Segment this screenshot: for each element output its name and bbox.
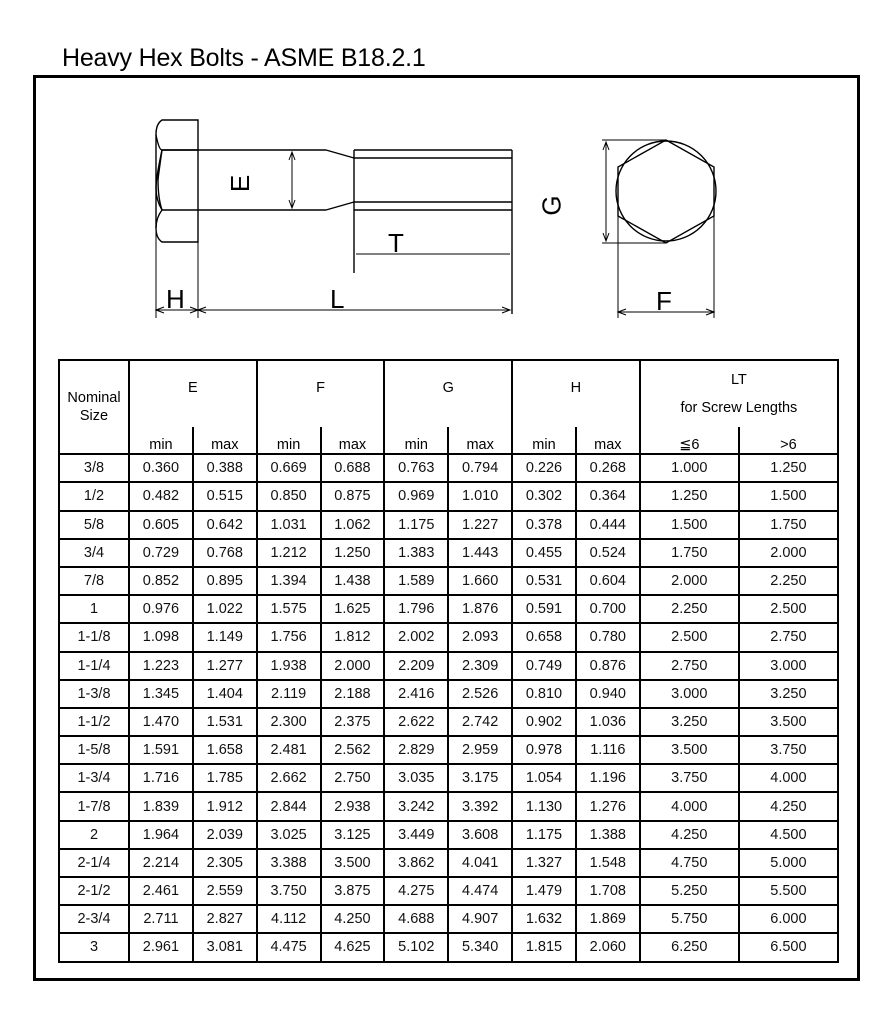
value-cell: 1.500 <box>739 482 838 510</box>
value-cell: 1.394 <box>257 567 321 595</box>
value-cell: 2.000 <box>739 539 838 567</box>
value-cell: 1.010 <box>448 482 512 510</box>
label-E: E <box>225 174 256 193</box>
value-cell: 2.300 <box>257 708 321 736</box>
value-cell: 2.214 <box>129 849 193 877</box>
value-cell: 1.227 <box>448 511 512 539</box>
value-cell: 0.388 <box>193 454 257 482</box>
value-cell: 1.054 <box>512 764 576 792</box>
value-cell: 3.242 <box>384 792 448 820</box>
value-cell: 1.388 <box>576 821 640 849</box>
value-cell: 0.605 <box>129 511 193 539</box>
value-cell: 4.250 <box>739 792 838 820</box>
value-cell: 1.443 <box>448 539 512 567</box>
value-cell: 0.976 <box>129 595 193 623</box>
value-cell: 1.277 <box>193 652 257 680</box>
header-group-LT <box>640 360 838 427</box>
value-cell: 0.794 <box>448 454 512 482</box>
nominal-size-cell: 2 <box>59 821 129 849</box>
header-E-min: min <box>129 427 193 454</box>
value-cell: 1.036 <box>576 708 640 736</box>
value-cell: 0.268 <box>576 454 640 482</box>
value-cell: 0.940 <box>576 680 640 708</box>
value-cell: 3.500 <box>739 708 838 736</box>
value-cell: 2.481 <box>257 736 321 764</box>
value-cell: 0.360 <box>129 454 193 482</box>
value-cell: 1.031 <box>257 511 321 539</box>
nominal-size-cell: 1/2 <box>59 482 129 510</box>
value-cell: 2.093 <box>448 623 512 651</box>
value-cell: 3.125 <box>321 821 385 849</box>
value-cell: 1.022 <box>193 595 257 623</box>
table-row <box>59 764 838 792</box>
header-E-max: max <box>193 427 257 454</box>
value-cell: 1.500 <box>640 511 739 539</box>
header-G-min: min <box>384 427 448 454</box>
value-cell: 0.895 <box>193 567 257 595</box>
header-F-min: min <box>257 427 321 454</box>
nominal-size-cell: 1-5/8 <box>59 736 129 764</box>
nominal-size-cell: 1-1/2 <box>59 708 129 736</box>
value-cell: 2.938 <box>321 792 385 820</box>
label-L: L <box>330 284 345 314</box>
value-cell: 2.662 <box>257 764 321 792</box>
value-cell: 2.461 <box>129 877 193 905</box>
table-row <box>59 736 838 764</box>
value-cell: 3.388 <box>257 849 321 877</box>
header-group-E: E <box>129 360 257 427</box>
nominal-size-cell: 1-1/4 <box>59 652 129 680</box>
value-cell: 2.209 <box>384 652 448 680</box>
drawing-frame <box>33 75 860 981</box>
header-group-F: F <box>257 360 385 427</box>
value-cell: 2.827 <box>193 905 257 933</box>
value-cell: 2.829 <box>384 736 448 764</box>
value-cell: 0.875 <box>321 482 385 510</box>
value-cell: 4.500 <box>739 821 838 849</box>
nominal-size-cell: 1-7/8 <box>59 792 129 820</box>
value-cell: 2.416 <box>384 680 448 708</box>
nominal-size-cell: 2-1/2 <box>59 877 129 905</box>
header-group-G: G <box>384 360 512 427</box>
nominal-size-cell: 5/8 <box>59 511 129 539</box>
value-cell: 5.102 <box>384 933 448 961</box>
table-row <box>59 877 838 905</box>
header-G-max: max <box>448 427 512 454</box>
value-cell: 1.000 <box>640 454 739 482</box>
table-row <box>59 482 838 510</box>
value-cell: 1.470 <box>129 708 193 736</box>
value-cell: 0.768 <box>193 539 257 567</box>
value-cell: 1.575 <box>257 595 321 623</box>
value-cell: 1.531 <box>193 708 257 736</box>
value-cell: 2.375 <box>321 708 385 736</box>
value-cell: 1.589 <box>384 567 448 595</box>
bolt-drawing <box>36 78 857 358</box>
value-cell: 3.500 <box>321 849 385 877</box>
nominal-size-cell: 1 <box>59 595 129 623</box>
value-cell: 0.902 <box>512 708 576 736</box>
value-cell: 1.250 <box>739 454 838 482</box>
table-row <box>59 652 838 680</box>
table-row <box>59 595 838 623</box>
value-cell: 1.212 <box>257 539 321 567</box>
table-row <box>59 849 838 877</box>
nominal-size-cell: 3/8 <box>59 454 129 482</box>
label-G: G <box>536 195 567 216</box>
value-cell: 2.622 <box>384 708 448 736</box>
value-cell: 0.729 <box>129 539 193 567</box>
value-cell: 1.625 <box>321 595 385 623</box>
value-cell: 0.531 <box>512 567 576 595</box>
value-cell: 4.112 <box>257 905 321 933</box>
value-cell: 1.276 <box>576 792 640 820</box>
value-cell: 6.250 <box>640 933 739 961</box>
header-H-min: min <box>512 427 576 454</box>
table-row <box>59 905 838 933</box>
value-cell: 0.444 <box>576 511 640 539</box>
value-cell: 1.383 <box>384 539 448 567</box>
value-cell: 2.526 <box>448 680 512 708</box>
nominal-size-cell: 1-1/8 <box>59 623 129 651</box>
value-cell: 0.763 <box>384 454 448 482</box>
value-cell: 3.500 <box>640 736 739 764</box>
value-cell: 1.548 <box>576 849 640 877</box>
value-cell: 1.175 <box>384 511 448 539</box>
value-cell: 1.785 <box>193 764 257 792</box>
value-cell: 1.750 <box>739 511 838 539</box>
value-cell: 4.474 <box>448 877 512 905</box>
value-cell: 6.500 <box>739 933 838 961</box>
value-cell: 1.796 <box>384 595 448 623</box>
table-row <box>59 821 838 849</box>
value-cell: 3.250 <box>640 708 739 736</box>
value-cell: 2.750 <box>321 764 385 792</box>
value-cell: 1.130 <box>512 792 576 820</box>
value-cell: 5.500 <box>739 877 838 905</box>
value-cell: 3.875 <box>321 877 385 905</box>
value-cell: 1.250 <box>321 539 385 567</box>
header-nominal-size: Nominal Size <box>59 360 129 454</box>
value-cell: 2.562 <box>321 736 385 764</box>
value-cell: 0.364 <box>576 482 640 510</box>
value-cell: 2.750 <box>739 623 838 651</box>
value-cell: 0.591 <box>512 595 576 623</box>
table-row <box>59 933 838 961</box>
value-cell: 0.969 <box>384 482 448 510</box>
nominal-size-cell: 3 <box>59 933 129 961</box>
value-cell: 3.750 <box>257 877 321 905</box>
value-cell: 5.000 <box>739 849 838 877</box>
table-row <box>59 567 838 595</box>
nominal-size-cell: 7/8 <box>59 567 129 595</box>
value-cell: 3.000 <box>640 680 739 708</box>
value-cell: 1.716 <box>129 764 193 792</box>
value-cell: 4.907 <box>448 905 512 933</box>
value-cell: 2.750 <box>640 652 739 680</box>
value-cell: 4.688 <box>384 905 448 933</box>
value-cell: 0.876 <box>576 652 640 680</box>
value-cell: 2.000 <box>640 567 739 595</box>
table-row <box>59 792 838 820</box>
value-cell: 0.658 <box>512 623 576 651</box>
label-T: T <box>388 228 404 258</box>
dimensions-table <box>58 359 839 963</box>
value-cell: 1.876 <box>448 595 512 623</box>
header-lt-subtitle: for Screw Lengths <box>680 400 798 416</box>
value-cell: 2.844 <box>257 792 321 820</box>
value-cell: 1.479 <box>512 877 576 905</box>
value-cell: 0.604 <box>576 567 640 595</box>
value-cell: 0.642 <box>193 511 257 539</box>
value-cell: 3.035 <box>384 764 448 792</box>
value-cell: 3.750 <box>739 736 838 764</box>
value-cell: 0.810 <box>512 680 576 708</box>
value-cell: 2.559 <box>193 877 257 905</box>
value-cell: 2.039 <box>193 821 257 849</box>
value-cell: 4.625 <box>321 933 385 961</box>
value-cell: 1.658 <box>193 736 257 764</box>
value-cell: 5.250 <box>640 877 739 905</box>
value-cell: 1.869 <box>576 905 640 933</box>
value-cell: 1.708 <box>576 877 640 905</box>
value-cell: 1.345 <box>129 680 193 708</box>
value-cell: 1.250 <box>640 482 739 510</box>
nominal-size-cell: 3/4 <box>59 539 129 567</box>
value-cell: 0.378 <box>512 511 576 539</box>
value-cell: 1.062 <box>321 511 385 539</box>
value-cell: 0.978 <box>512 736 576 764</box>
value-cell: 2.742 <box>448 708 512 736</box>
value-cell: 2.711 <box>129 905 193 933</box>
value-cell: 1.660 <box>448 567 512 595</box>
header-group-H: H <box>512 360 640 427</box>
value-cell: 0.700 <box>576 595 640 623</box>
header-LT-le6: ≦6 <box>640 427 739 454</box>
value-cell: 0.455 <box>512 539 576 567</box>
value-cell: 0.515 <box>193 482 257 510</box>
value-cell: 1.812 <box>321 623 385 651</box>
value-cell: 1.404 <box>193 680 257 708</box>
table-row <box>59 708 838 736</box>
value-cell: 4.275 <box>384 877 448 905</box>
value-cell: 1.149 <box>193 623 257 651</box>
value-cell: 1.116 <box>576 736 640 764</box>
value-cell: 0.302 <box>512 482 576 510</box>
value-cell: 4.250 <box>640 821 739 849</box>
value-cell: 1.756 <box>257 623 321 651</box>
value-cell: 3.392 <box>448 792 512 820</box>
value-cell: 1.223 <box>129 652 193 680</box>
value-cell: 0.852 <box>129 567 193 595</box>
value-cell: 4.041 <box>448 849 512 877</box>
value-cell: 3.250 <box>739 680 838 708</box>
value-cell: 2.959 <box>448 736 512 764</box>
value-cell: 2.305 <box>193 849 257 877</box>
label-F: F <box>656 286 672 316</box>
value-cell: 0.482 <box>129 482 193 510</box>
value-cell: 1.839 <box>129 792 193 820</box>
value-cell: 1.175 <box>512 821 576 849</box>
value-cell: 3.862 <box>384 849 448 877</box>
value-cell: 1.438 <box>321 567 385 595</box>
value-cell: 0.749 <box>512 652 576 680</box>
value-cell: 0.524 <box>576 539 640 567</box>
value-cell: 1.591 <box>129 736 193 764</box>
value-cell: 2.188 <box>321 680 385 708</box>
value-cell: 1.750 <box>640 539 739 567</box>
value-cell: 2.961 <box>129 933 193 961</box>
value-cell: 3.025 <box>257 821 321 849</box>
value-cell: 1.912 <box>193 792 257 820</box>
nominal-size-cell: 2-1/4 <box>59 849 129 877</box>
value-cell: 2.309 <box>448 652 512 680</box>
value-cell: 2.119 <box>257 680 321 708</box>
page-title: Heavy Hex Bolts - ASME B18.2.1 <box>62 44 426 72</box>
value-cell: 3.175 <box>448 764 512 792</box>
value-cell: 3.000 <box>739 652 838 680</box>
value-cell: 0.688 <box>321 454 385 482</box>
header-lt-title: LT <box>730 372 747 388</box>
table-row <box>59 539 838 567</box>
value-cell: 1.327 <box>512 849 576 877</box>
value-cell: 4.750 <box>640 849 739 877</box>
label-H: H <box>166 284 185 314</box>
value-cell: 0.669 <box>257 454 321 482</box>
value-cell: 1.632 <box>512 905 576 933</box>
value-cell: 2.002 <box>384 623 448 651</box>
value-cell: 1.964 <box>129 821 193 849</box>
nominal-size-cell: 1-3/4 <box>59 764 129 792</box>
value-cell: 4.475 <box>257 933 321 961</box>
value-cell: 3.608 <box>448 821 512 849</box>
value-cell: 2.250 <box>739 567 838 595</box>
value-cell: 3.081 <box>193 933 257 961</box>
value-cell: 1.196 <box>576 764 640 792</box>
table-row <box>59 680 838 708</box>
nominal-size-cell: 1-3/8 <box>59 680 129 708</box>
value-cell: 4.000 <box>739 764 838 792</box>
value-cell: 3.449 <box>384 821 448 849</box>
table-body <box>59 454 838 961</box>
value-cell: 1.938 <box>257 652 321 680</box>
table-row <box>59 454 838 482</box>
value-cell: 2.000 <box>321 652 385 680</box>
value-cell: 2.500 <box>739 595 838 623</box>
value-cell: 5.340 <box>448 933 512 961</box>
table-row <box>59 511 838 539</box>
header-H-max: max <box>576 427 640 454</box>
table-row <box>59 623 838 651</box>
header-F-max: max <box>321 427 385 454</box>
value-cell: 2.250 <box>640 595 739 623</box>
value-cell: 0.850 <box>257 482 321 510</box>
value-cell: 1.098 <box>129 623 193 651</box>
value-cell: 6.000 <box>739 905 838 933</box>
value-cell: 3.750 <box>640 764 739 792</box>
value-cell: 0.226 <box>512 454 576 482</box>
header-LT-gt6: >6 <box>739 427 838 454</box>
value-cell: 2.060 <box>576 933 640 961</box>
value-cell: 2.500 <box>640 623 739 651</box>
nominal-size-cell: 2-3/4 <box>59 905 129 933</box>
value-cell: 0.780 <box>576 623 640 651</box>
value-cell: 4.250 <box>321 905 385 933</box>
value-cell: 4.000 <box>640 792 739 820</box>
value-cell: 5.750 <box>640 905 739 933</box>
value-cell: 1.815 <box>512 933 576 961</box>
